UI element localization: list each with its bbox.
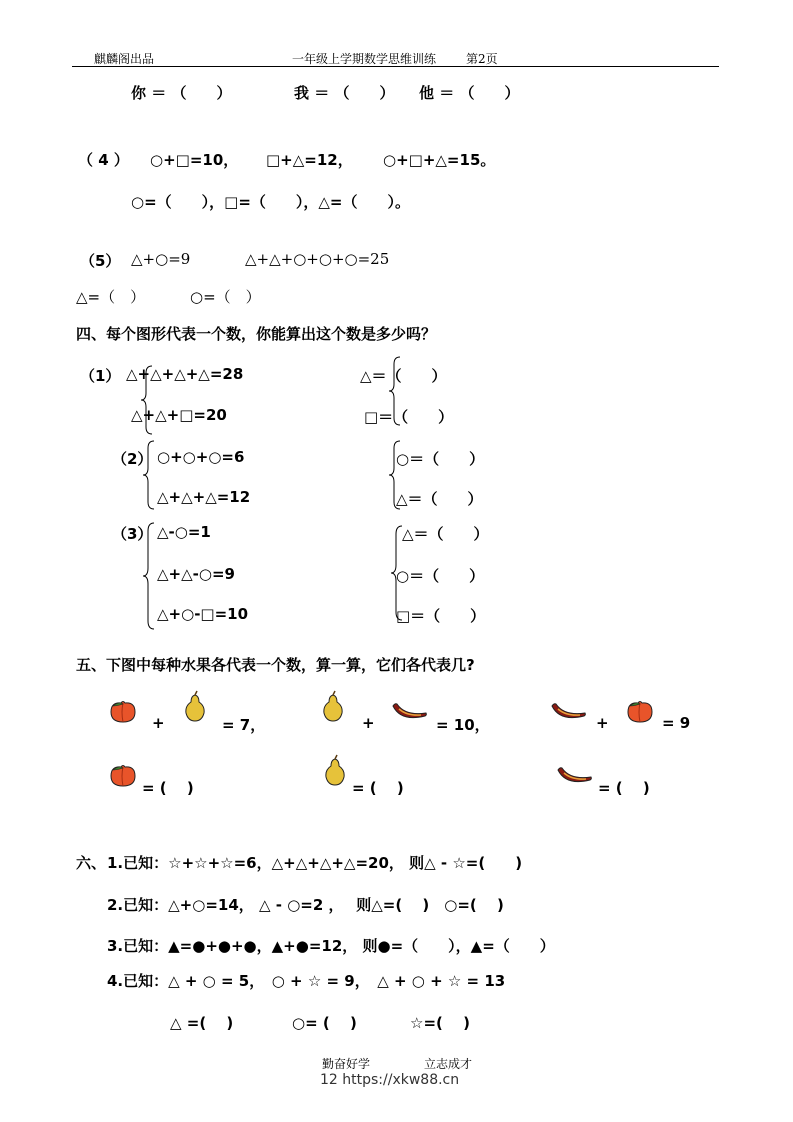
s4p3-ans1: △＝（ ） [402, 525, 489, 543]
s4p2-label: （2） [112, 450, 153, 468]
answer-you: 你 ＝ （ ） [131, 84, 232, 102]
s6-q4: 4.已知：△ + ○ = 5， ○ + ☆ = 9， △ + ○ + ☆ = 13 [107, 972, 506, 990]
s4p2-ans1: ○＝（ ） [396, 450, 485, 468]
banana-icon [391, 702, 429, 726]
s4p3-label: （3） [112, 525, 153, 543]
section6-title: 六、 [76, 854, 107, 872]
s4p1-ans2: □＝（ ） [364, 408, 454, 426]
eq3-result: = 9 [662, 714, 691, 732]
q5-eq2: △+△+○+○+○=25 [245, 250, 390, 268]
s4p1-eq1: △+△+△+△=28 [126, 365, 244, 383]
s4p3-eq1: △-○=1 [157, 523, 211, 541]
pear-icon [322, 754, 348, 786]
eq1-result: = 7， [222, 716, 266, 734]
section4-title: 四、每个图形代表一个数，你能算出这个数是多少吗？ [76, 325, 437, 343]
banana-icon [556, 766, 594, 790]
section5-title: 五、下图中每种水果各代表一个数，算一算，它们各代表几? [76, 656, 475, 674]
peach-icon [107, 762, 139, 788]
s6-q4-ans-star: ☆=( ) [410, 1014, 470, 1032]
s6-q2: 2.已知：△+○=14， △ - ○=2 ， 则△=( ) ○=( ) [107, 896, 504, 914]
q4-eq3: ○+□+△=15。 [383, 151, 496, 169]
peach-icon [624, 698, 656, 724]
q4-eq2: □+△=12， [266, 151, 353, 169]
header-center: 一年级上学期数学思维训练 [292, 52, 437, 66]
pear-answer: = ( ) [352, 779, 404, 797]
header-rule [72, 66, 719, 67]
s4p2-eq1: ○+○+○=6 [157, 448, 245, 466]
s6-q3: 3.已知：▲=●+●+●，▲+●=12， 则●=（ ），▲=（ ） [107, 937, 555, 955]
eq2-result: = 10， [436, 716, 490, 734]
s4p2-left-brace [142, 440, 156, 510]
s4p3-ans2: ○＝（ ） [396, 567, 485, 585]
answer-him: 他 ＝ （ ） [419, 84, 520, 102]
q5-eq1: △+○=9 [131, 250, 191, 268]
s6-q4-ans-circle: ○= ( ) [292, 1014, 357, 1032]
plus-sign: + [596, 714, 609, 732]
s4p3-left-brace [142, 522, 156, 630]
s4p3-ans3: □＝（ ） [396, 607, 486, 625]
footer-motto-2: 立志成才 [424, 1057, 473, 1071]
peach-icon [107, 698, 139, 724]
q5-label: （5） [80, 252, 121, 270]
s4p1-eq2: △+△+□=20 [131, 406, 227, 424]
plus-sign: + [152, 714, 165, 732]
q4-answer: ○=（ ），□=（ ），△=（ ）。 [131, 193, 411, 211]
q4-eq1: ○+□=10， [150, 151, 239, 169]
s4p1-label: （1） [80, 367, 121, 385]
s4p3-eq3: △+○-□=10 [157, 605, 249, 623]
plus-sign: + [362, 714, 375, 732]
s4p1-ans1: △＝（ ） [360, 367, 447, 385]
pear-icon [182, 690, 208, 722]
footer-motto-1: 勤奋好学 [322, 1057, 371, 1071]
pear-icon [320, 690, 346, 722]
q5-ans-triangle: △=（ ） [76, 288, 146, 306]
answer-me: 我 ＝ （ ） [294, 84, 395, 102]
s6-q1: 1.已知：☆+☆+☆=6，△+△+△+△=20， 则△ - ☆=( ) [107, 854, 523, 872]
q4-label: （ 4 ） [78, 151, 129, 169]
s4p2-eq2: △+△+△=12 [157, 488, 251, 506]
s6-q4-ans-triangle: △ =( ) [170, 1014, 234, 1032]
q5-ans-circle: ○=（ ） [190, 288, 261, 306]
header-left: 麒麟阁出品 [94, 52, 155, 66]
banana-answer: = ( ) [598, 779, 650, 797]
footer-url[interactable]: 12 https://xkw88.cn [320, 1072, 460, 1088]
header-page: 第2页 [466, 52, 498, 66]
banana-icon [550, 702, 588, 726]
s4p3-eq2: △+△-○=9 [157, 565, 235, 583]
s4p2-ans2: △＝（ ） [396, 490, 483, 508]
peach-answer: = ( ) [142, 779, 194, 797]
